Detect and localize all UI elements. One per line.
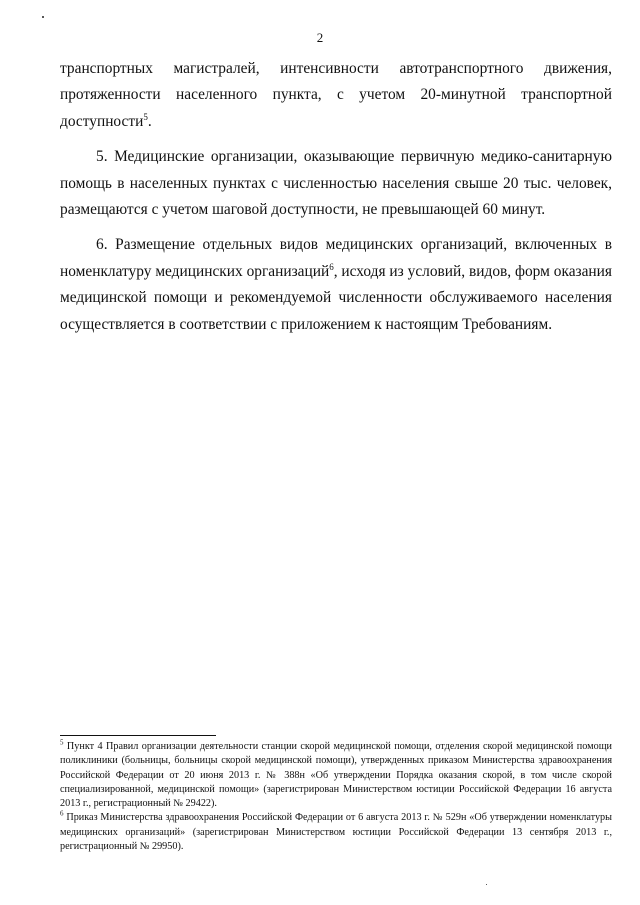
footnote-ref-6: 6 [329, 261, 334, 272]
page-number: 2 [316, 30, 324, 45]
footnote-6 [60, 811, 612, 854]
paragraph-5: 5. Медицинские организации, оказывающие первичную медико-санитарную помощь в населенных пунктах с численностью населения свыше 20 тыс. человек, размещаются с учетом шаговой доступности, не превышающей 60 минут. [60, 148, 612, 219]
footnotes [60, 740, 612, 854]
main-text [60, 56, 612, 347]
scan-speck [42, 16, 44, 18]
paragraph-tail: . [147, 112, 152, 130]
footnote-text: Приказ Министерства здравоохранения Российской Федерации от 6 августа 2013 г. № 529н «Об утверждении номенклатуры медицинских организаций» (зарегистрирован Министерством юстиции Российской Федерации 13 сентября 2013 г., регистрационный № 29950). [60, 812, 612, 853]
paragraph-6 [60, 232, 612, 338]
paragraph-text: 6. Размещение отдельных видов медицинских организаций, включенных в номенклатуру медицинских организаций [60, 236, 612, 280]
paragraph-text: , исходя из условий, видов, форм оказания медицинской помощи и рекомендуемой численности обслуживаемого населения осуществляется в соответствии с приложением к настоящим Требованиям. [60, 262, 612, 333]
footnote-text: Пункт 4 Правил организации деятельности станции скорой медицинской помощи, отделения скорой медицинской помощи поликлиники (больницы, больницы скорой медицинской помощи), утвержденных приказом Министерства здравоохранения Российской Федерации от 20 июня 2013 г. № 388н «Об утверждении Порядка оказания скорой, в том числе скорой специализированной, медицинской помощи» (зарегистрирован Министерством юстиции Российской Федерации 16 августа 2013 г., регистрационный № 29422). [60, 741, 612, 810]
footnote-ref-5: 5 [143, 111, 148, 122]
footnote-5 [60, 740, 612, 811]
footnote-marker: 6 [60, 810, 64, 819]
scan-speck [486, 884, 487, 885]
paragraph-text: транспортных магистралей, интенсивности автотранспортного движения, протяженности населенного пункта, с учетом 20-минутной транспортной доступности [60, 60, 612, 130]
footnote-marker: 5 [60, 738, 64, 747]
footnote-divider [60, 735, 216, 736]
paragraph-continuation [60, 56, 612, 135]
